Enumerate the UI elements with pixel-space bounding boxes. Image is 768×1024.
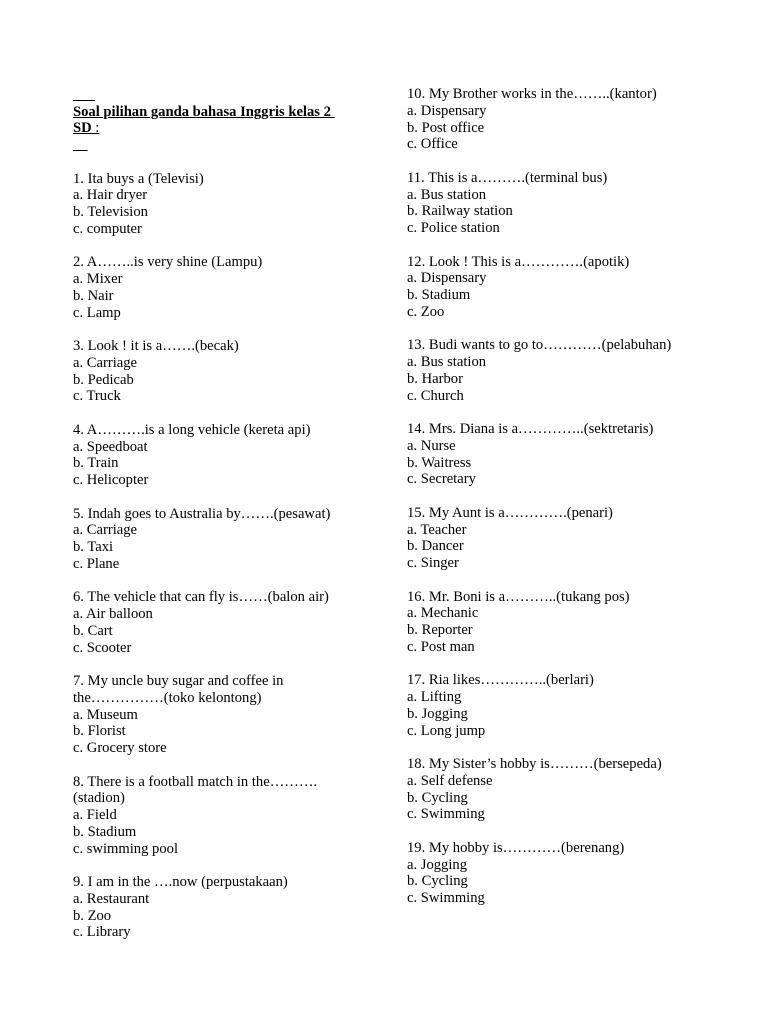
answer-option: a. Bus station	[407, 354, 487, 370]
answer-option: b. Television	[73, 204, 148, 220]
question-text-line: 2. A……..is very shine (Lampu)	[73, 254, 263, 271]
answer-option: b. Pedicab	[73, 371, 134, 388]
question-item	[407, 254, 727, 321]
answer-option: b. Taxi	[73, 539, 114, 555]
answer-option: b. Florist	[73, 723, 126, 740]
answer-option: b. Post office	[407, 119, 485, 136]
question-text-line: 18. My Sister’s hobby is………(bersepeda)	[407, 756, 662, 772]
question-text	[73, 171, 373, 188]
question-text-line: 13. Budi wants to go to…………(pelabuhan)	[407, 337, 672, 354]
answer-option: a. Field	[73, 807, 117, 823]
question-text	[407, 254, 727, 271]
question-item	[407, 170, 727, 237]
question-text	[73, 422, 373, 439]
question-text	[73, 254, 373, 271]
question-text	[73, 589, 373, 606]
answer-option: b. Stadium	[407, 287, 471, 303]
answer-option: a. Air balloon	[73, 606, 153, 622]
answer-option: b. Train	[73, 455, 119, 472]
answer-option: a. Dispensary	[407, 102, 487, 119]
question-text	[73, 874, 373, 891]
question-item	[73, 254, 373, 321]
question-item	[407, 505, 727, 572]
question-text-line: 7. My uncle buy sugar and coffee in	[73, 673, 284, 689]
question-text	[407, 421, 727, 438]
question-text	[407, 840, 727, 857]
question-item	[73, 422, 373, 489]
answer-option: a. Dispensary	[407, 270, 487, 287]
answer-option: a. Mechanic	[407, 605, 479, 622]
answer-option: b. Dancer	[407, 538, 464, 555]
question-text-line: 5. Indah goes to Australia by…….(pesawat)	[73, 505, 331, 522]
left-question-list	[73, 171, 373, 942]
answer-option: b. Jogging	[407, 705, 468, 722]
answer-option: c. Scooter	[73, 639, 132, 656]
question-item	[407, 840, 727, 907]
answer-option: a. Nurse	[407, 437, 456, 454]
question-item	[407, 672, 727, 739]
title-line-1: Soal pilihan ganda bahasa Inggris kelas 2	[73, 103, 335, 120]
answer-option: c. Swimming	[407, 806, 485, 823]
question-text-line: 11. This is a……….(terminal bus)	[407, 169, 608, 186]
answer-option: c. Police station	[407, 220, 500, 236]
question-item	[407, 421, 727, 488]
answer-option: c. Secretary	[407, 471, 476, 488]
answer-option: c. Swimming	[407, 890, 485, 906]
question-text	[73, 338, 373, 355]
question-text-line: 9. I am in the ….now (perpustakaan)	[73, 874, 288, 890]
question-item	[73, 506, 373, 573]
question-text-line: 1. Ita buys a (Televisi)	[73, 170, 204, 187]
question-text-line: 10. My Brother works in the……..(kantor)	[407, 86, 657, 102]
question-text	[73, 673, 373, 707]
question-text-line: 17. Ria likes…………..(berlari)	[407, 672, 594, 689]
question-text	[407, 756, 727, 773]
answer-option: b. Zoo	[73, 907, 112, 924]
question-item	[73, 589, 373, 656]
question-text-line: 4. A……….is a long vehicle (kereta api)	[73, 421, 311, 438]
title-suffix: :	[91, 120, 100, 137]
answer-option: a. Carriage	[73, 522, 138, 539]
question-text	[407, 505, 727, 522]
question-text	[407, 86, 727, 103]
answer-option: b. Cycling	[407, 789, 468, 806]
answer-option: a. Carriage	[73, 354, 138, 371]
answer-option: c. Long jump	[407, 722, 486, 739]
question-text-line: 6. The vehicle that can fly is……(balon air)	[73, 589, 329, 606]
answer-option: a. Lifting	[407, 689, 462, 705]
answer-option: a. Bus station	[407, 186, 487, 203]
question-text	[407, 672, 727, 689]
answer-option: b. Cart	[73, 622, 113, 639]
answer-option: c. Helicopter	[73, 472, 149, 488]
question-item	[73, 774, 373, 858]
document-title	[73, 70, 373, 154]
title-spacer	[73, 154, 373, 171]
question-item	[407, 756, 727, 823]
question-text-line: 8. There is a football match in the……….	[73, 773, 318, 790]
question-text-line: 3. Look ! it is a…….(becak)	[73, 338, 239, 354]
question-text-line: 19. My hobby is…………(berenang)	[407, 839, 625, 856]
answer-option: a. Hair dryer	[73, 187, 148, 204]
left-column	[73, 70, 373, 958]
right-column	[407, 86, 727, 924]
right-question-list	[407, 86, 727, 907]
answer-option: b. Harbor	[407, 370, 463, 387]
question-item	[73, 171, 373, 238]
answer-option: a. Jogging	[407, 856, 467, 873]
answer-option: c. Singer	[407, 555, 459, 571]
question-text-line: 14. Mrs. Diana is a…………..(sektretaris)	[407, 421, 654, 437]
question-item	[73, 338, 373, 405]
answer-option: b. Stadium	[73, 823, 137, 840]
answer-option: c. Post man	[407, 638, 475, 655]
answer-option: c. computer	[73, 220, 142, 237]
answer-option: b. Waitress	[407, 454, 472, 471]
question-text-line: the……………(toko kelontong)	[73, 689, 262, 706]
answer-option: a. Speedboat	[73, 438, 148, 455]
answer-option: b. Railway station	[407, 203, 513, 220]
answer-option: c. Zoo	[407, 303, 445, 320]
answer-option: b. Cycling	[407, 873, 468, 890]
question-text-line: 12. Look ! This is a………….(apotik)	[407, 253, 630, 270]
answer-option: c. Lamp	[73, 304, 121, 321]
question-item	[407, 337, 727, 404]
question-item	[407, 589, 727, 656]
answer-option: c. Office	[407, 136, 458, 153]
question-text-line: 15. My Aunt is a………….(penari)	[407, 504, 613, 521]
question-item	[407, 86, 727, 153]
question-text	[73, 506, 373, 523]
answer-option: b. Nair	[73, 287, 114, 304]
answer-option: a. Mixer	[73, 271, 123, 287]
answer-option: c. Library	[73, 924, 131, 941]
question-text-line: (stadion)	[73, 790, 125, 807]
question-item	[73, 673, 373, 757]
answer-option: c. Church	[407, 387, 464, 404]
question-item	[73, 874, 373, 941]
answer-option: c. Truck	[73, 388, 121, 405]
question-text	[407, 337, 727, 354]
answer-option: a. Restaurant	[73, 890, 150, 907]
title-line-2: SD	[73, 120, 92, 137]
answer-option: b. Reporter	[407, 622, 473, 638]
answer-option: c. Grocery store	[73, 740, 167, 756]
answer-option: c. swimming pool	[73, 840, 178, 857]
answer-option: a. Teacher	[407, 521, 467, 538]
answer-option: a. Museum	[73, 706, 138, 723]
question-text	[407, 170, 727, 187]
question-text-line: 16. Mr. Boni is a………..(tukang pos)	[407, 588, 630, 605]
question-text	[407, 589, 727, 606]
answer-option: c. Plane	[73, 555, 120, 572]
answer-option: a. Self defense	[407, 772, 493, 789]
question-text	[73, 774, 373, 808]
